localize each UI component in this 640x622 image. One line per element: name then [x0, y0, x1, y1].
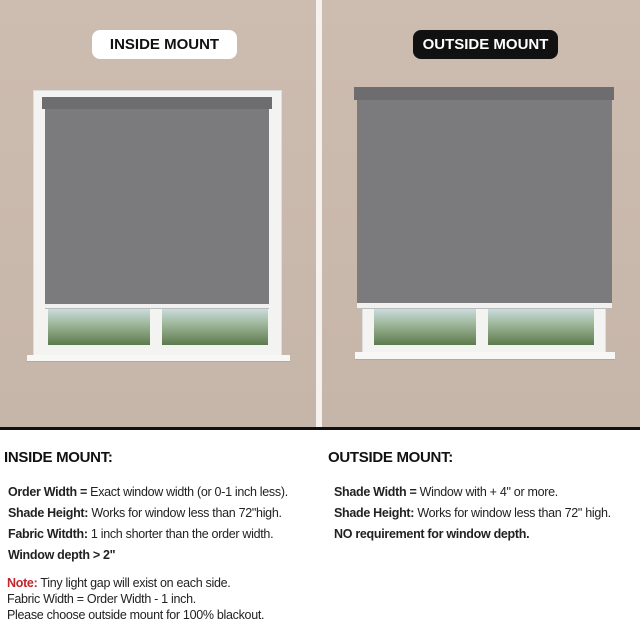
roller-cassette: [354, 87, 614, 100]
line-value: Window with + 4" or more.: [416, 485, 558, 499]
note-label: Note:: [7, 576, 38, 590]
line-key: Fabric Witdth:: [8, 527, 88, 541]
inside-mount-label: INSIDE MOUNT: [92, 30, 237, 59]
window-sill: [27, 355, 290, 362]
note-text: Tiny light gap will exist on each side.: [40, 576, 231, 590]
inside-line: [8, 485, 288, 499]
line-key: NO requirement for window depth.: [334, 527, 530, 541]
line-value: Works for window less than 72"high.: [88, 506, 282, 520]
inside-line: [8, 506, 282, 520]
line-value: Exact window width (or 0-1 inch less).: [86, 485, 288, 499]
outside-line: [334, 527, 529, 541]
outside-mount-photo: [322, 0, 640, 428]
roller-cassette: [42, 97, 272, 109]
window-sill: [355, 352, 615, 360]
note-line: Please choose outside mount for 100% blackout.: [7, 608, 265, 622]
roller-shade: [357, 100, 612, 305]
line-key: Order Width =: [8, 485, 87, 499]
bottom-bar: [357, 303, 612, 309]
inside-mount-photo: [0, 0, 316, 428]
line-value: Works for window less than 72" high.: [414, 506, 611, 520]
outside-line: [334, 506, 611, 520]
outside-heading: OUTSIDE MOUNT:: [328, 449, 453, 466]
line-key: Shade Height:: [334, 506, 415, 520]
outside-line: [334, 485, 558, 499]
window-mullion: [476, 307, 488, 345]
inside-heading: INSIDE MOUNT:: [4, 449, 113, 466]
line-key: Shade Height:: [8, 506, 89, 520]
bottom-bar: [45, 304, 269, 309]
window-mullion: [150, 307, 162, 345]
roller-shade: [45, 109, 269, 306]
line-value: 1 inch shorter than the order width.: [87, 527, 274, 541]
line-key: Window depth > 2": [8, 548, 116, 562]
separator-line: [0, 427, 640, 430]
inside-line: [8, 527, 273, 541]
note-line: Fabric Width = Order Width - 1 inch.: [7, 592, 196, 606]
inside-line: [8, 548, 115, 562]
line-key: Shade Width =: [334, 485, 417, 499]
outside-mount-label: OUTSIDE MOUNT: [413, 30, 558, 59]
note-line: [7, 576, 230, 590]
